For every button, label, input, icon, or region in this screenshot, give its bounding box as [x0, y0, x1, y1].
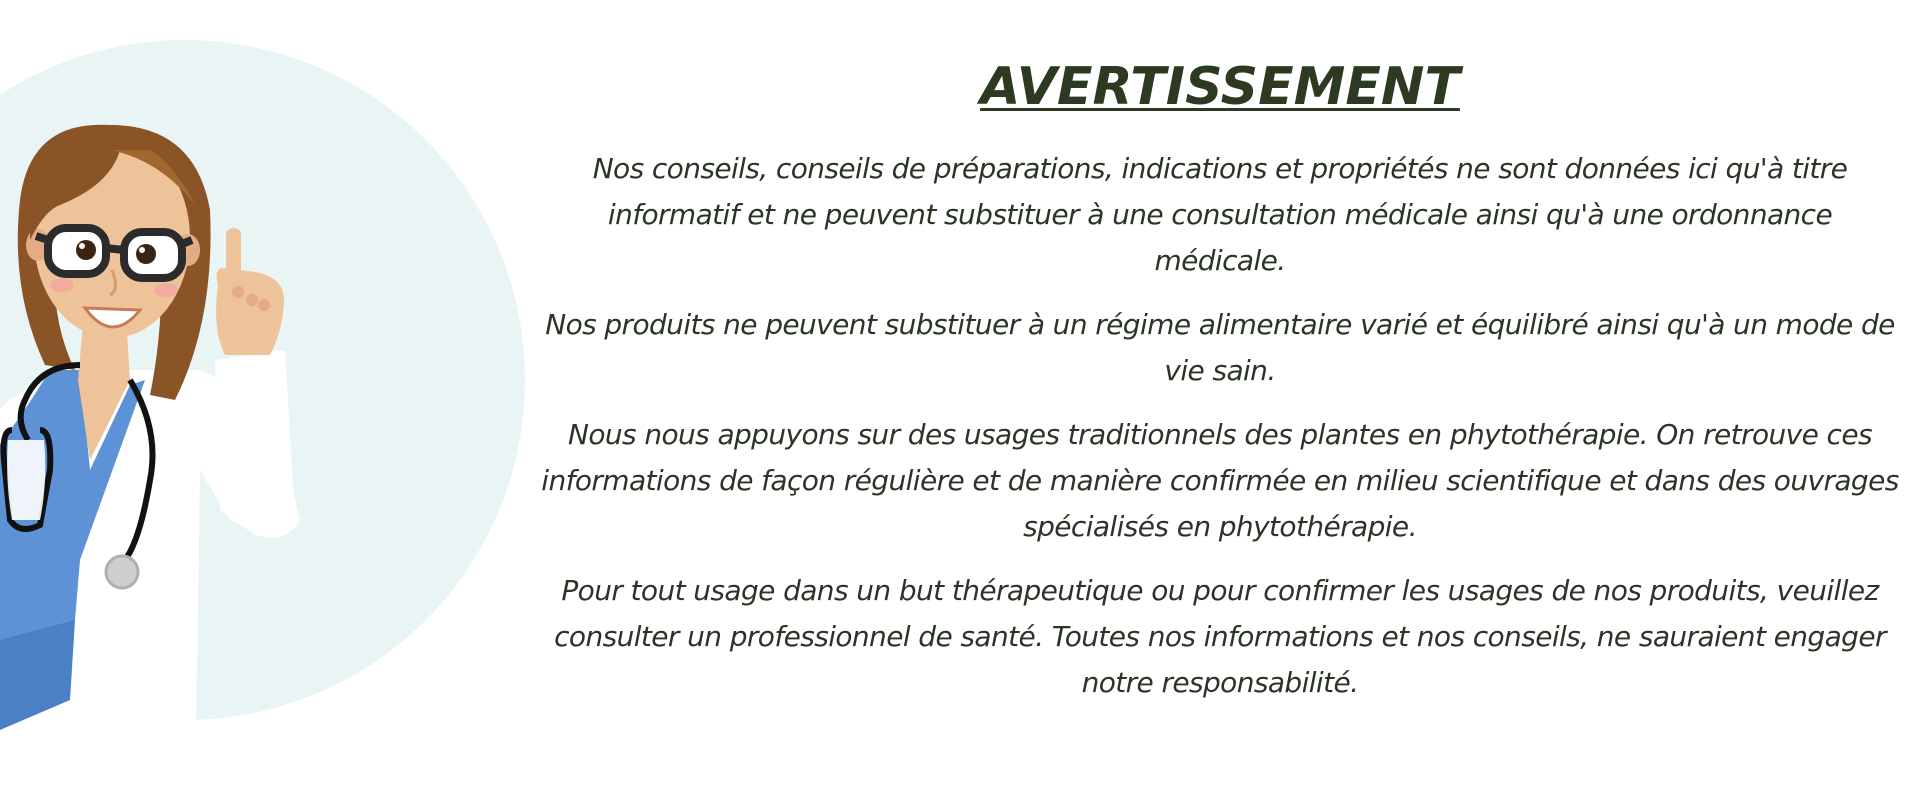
disclaimer-paragraph-1: Nos conseils, conseils de préparations, indications et propriétés ne sont données ici qu'à titre informatif et ne peuvent substituer à une consultation médicale ainsi qu'à une ordonnance médicale. — [592, 152, 1848, 277]
disclaimer-title: AVERTISSEMENT — [980, 57, 1460, 117]
disclaimer-paragraph-4: Pour tout usage dans un but thérapeutique ou pour confirmer les usages de nos produits, veuillez consulter un professionnel de santé. Toutes nos informations et nos conseils, ne sauraient engager notre responsabilité. — [554, 574, 1886, 699]
doctor-illustration-icon — [0, 0, 540, 800]
disclaimer-paragraph-2: Nos produits ne peuvent substituer à un régime alimentaire varié et équilibré ainsi qu'à un mode de vie sain. — [545, 308, 1895, 387]
pointing-finger — [226, 228, 241, 290]
raised-arm-sleeve — [215, 350, 295, 538]
stethoscope-chestpiece — [106, 556, 138, 588]
disclaimer-content — [540, 52, 1900, 724]
disclaimer-paragraph-3: Nous nous appuyons sur des usages traditionnels des plantes en phytothérapie. On retrouve ces informations de façon régulière et de manière confirmée en milieu scientifique et dans des ouvrages spécialisés en phytothérapie. — [541, 418, 1899, 543]
